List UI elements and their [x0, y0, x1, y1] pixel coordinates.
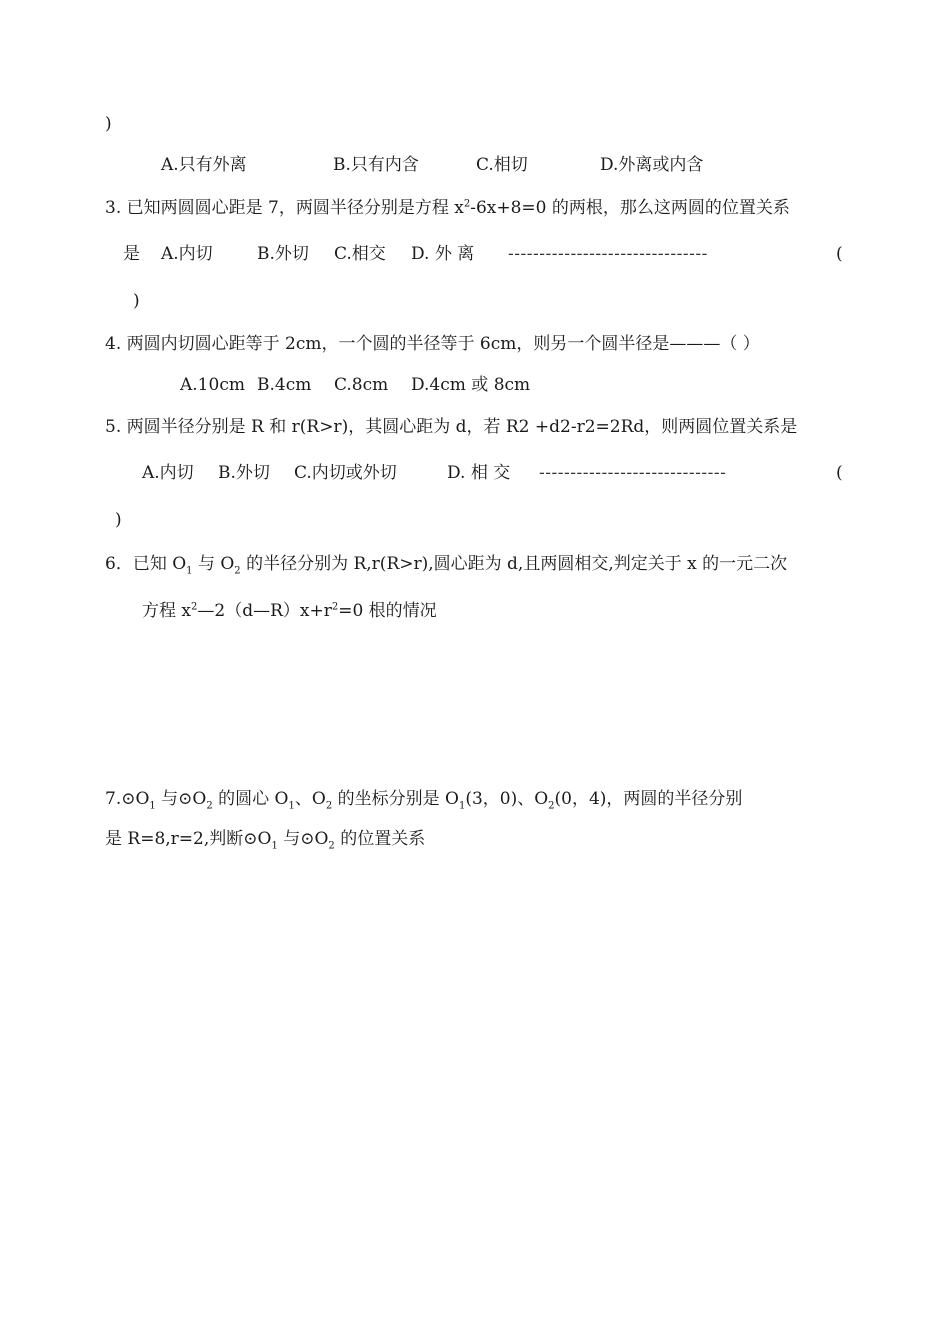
- q4-options: [180, 374, 530, 396]
- q6-eq-text-2: —2（d—R）x+r: [197, 601, 332, 621]
- q7-l2-text-1: 是 R=8,r=2,判断⊙O: [105, 829, 272, 849]
- q7-text-4: 、O: [294, 789, 326, 809]
- q3-line2-lead: 是: [123, 244, 140, 264]
- q7-sub-3: 1: [288, 800, 295, 812]
- q7-text-3: 的圆心 O: [212, 789, 289, 809]
- q3-stem: [105, 197, 790, 219]
- q2-option-c: C.相切: [476, 155, 528, 175]
- q4-stem: 4. 两圆内切圆心距等于 2cm，一个圆的半径等于 6cm，则另一个圆半径是———（ ）: [105, 334, 760, 354]
- q7-text-6: (3，0)、O: [465, 789, 549, 809]
- q7-sub-6: 2: [548, 800, 555, 812]
- q7-sub-2: 2: [206, 800, 213, 812]
- q7-text-2: 与⊙O: [155, 789, 207, 809]
- q6-text-2: 与 O: [192, 554, 235, 574]
- q3-option-c: C.相交: [334, 244, 386, 264]
- q6-text-3: 的半径分别为 R,r(R>r),圆心距为 d,且两圆相交,判定关于 x 的一元二次: [240, 554, 788, 574]
- q3-option-a: A.内切: [161, 244, 213, 264]
- q4-option-d: D.4cm 或 8cm: [411, 375, 531, 395]
- q6-equation: [142, 600, 437, 622]
- q7-sub-5: 1: [458, 800, 466, 812]
- q2-options: [161, 154, 703, 176]
- q5-answer-dashes: ------------------------------: [539, 463, 727, 483]
- q7-sub-4: 2: [325, 800, 333, 812]
- q5-option-d: D. 相 交: [447, 463, 511, 483]
- q7-text-1: 7.⊙O: [105, 789, 150, 809]
- q7-l2-sub-2: 2: [328, 840, 335, 852]
- q5-open-paren: (: [836, 463, 843, 483]
- q6-subscript-1: 1: [186, 565, 193, 577]
- q7-stem: [105, 788, 742, 810]
- q4-option-b: B.4cm: [257, 375, 312, 395]
- q6-text-1: 6．已知 O: [105, 554, 187, 574]
- q4-option-a: A.10cm: [180, 375, 245, 395]
- q5-option-b: B.外切: [218, 463, 270, 483]
- q6-eq-text-1: 方程 x: [142, 601, 191, 621]
- q3-text-a: 3. 已知两圆圆心距是 7，两圆半径分别是方程 x: [105, 198, 464, 218]
- q3-superscript: 2: [463, 198, 471, 210]
- q6-eq-text-3: =0 根的情况: [338, 601, 437, 621]
- q3-close-paren: ): [133, 291, 140, 311]
- q5-options: [142, 462, 510, 484]
- q7-text-7: (0，4)，两圆的半径分别: [554, 789, 743, 809]
- q3-option-d: D. 外 离: [411, 244, 475, 264]
- q6-eq-sup-2: 2: [331, 601, 339, 613]
- q7-l2-text-3: 的位置关系: [334, 829, 426, 849]
- q4-option-c: C.8cm: [334, 375, 389, 395]
- q2-option-a: A.只有外离: [161, 155, 247, 175]
- q5-option-c: C.内切或外切: [294, 463, 397, 483]
- q7-l2-sub-1: 1: [271, 840, 278, 852]
- q5-option-a: A.内切: [142, 463, 194, 483]
- q7-sub-1: 1: [149, 800, 156, 812]
- q2-option-d: D.外离或内含: [600, 155, 704, 175]
- q3-option-b: B.外切: [257, 244, 309, 264]
- q2-close-paren: ): [105, 114, 112, 134]
- q3-text-b: -6x+8=0 的两根，那么这两圆的位置关系: [470, 198, 790, 218]
- q2-option-b: B.只有内含: [333, 155, 419, 175]
- q5-stem: 5. 两圆半径分别是 R 和 r(R>r)，其圆心距为 d，若 R2 +d2-r2=2Rd，则两圆位置关系是: [105, 417, 798, 437]
- q6-subscript-2: 2: [234, 565, 241, 577]
- q6-stem: [105, 553, 787, 575]
- q7-l2-text-2: 与⊙O: [277, 829, 329, 849]
- q6-eq-sup-1: 2: [191, 601, 198, 613]
- q7-line2: [105, 828, 425, 850]
- q7-text-5: 的坐标分别是 O: [332, 789, 459, 809]
- q3-open-paren: (: [836, 244, 843, 264]
- q5-close-paren: ): [115, 510, 122, 530]
- q3-options: [123, 243, 474, 265]
- q3-answer-dashes: --------------------------------: [508, 244, 708, 264]
